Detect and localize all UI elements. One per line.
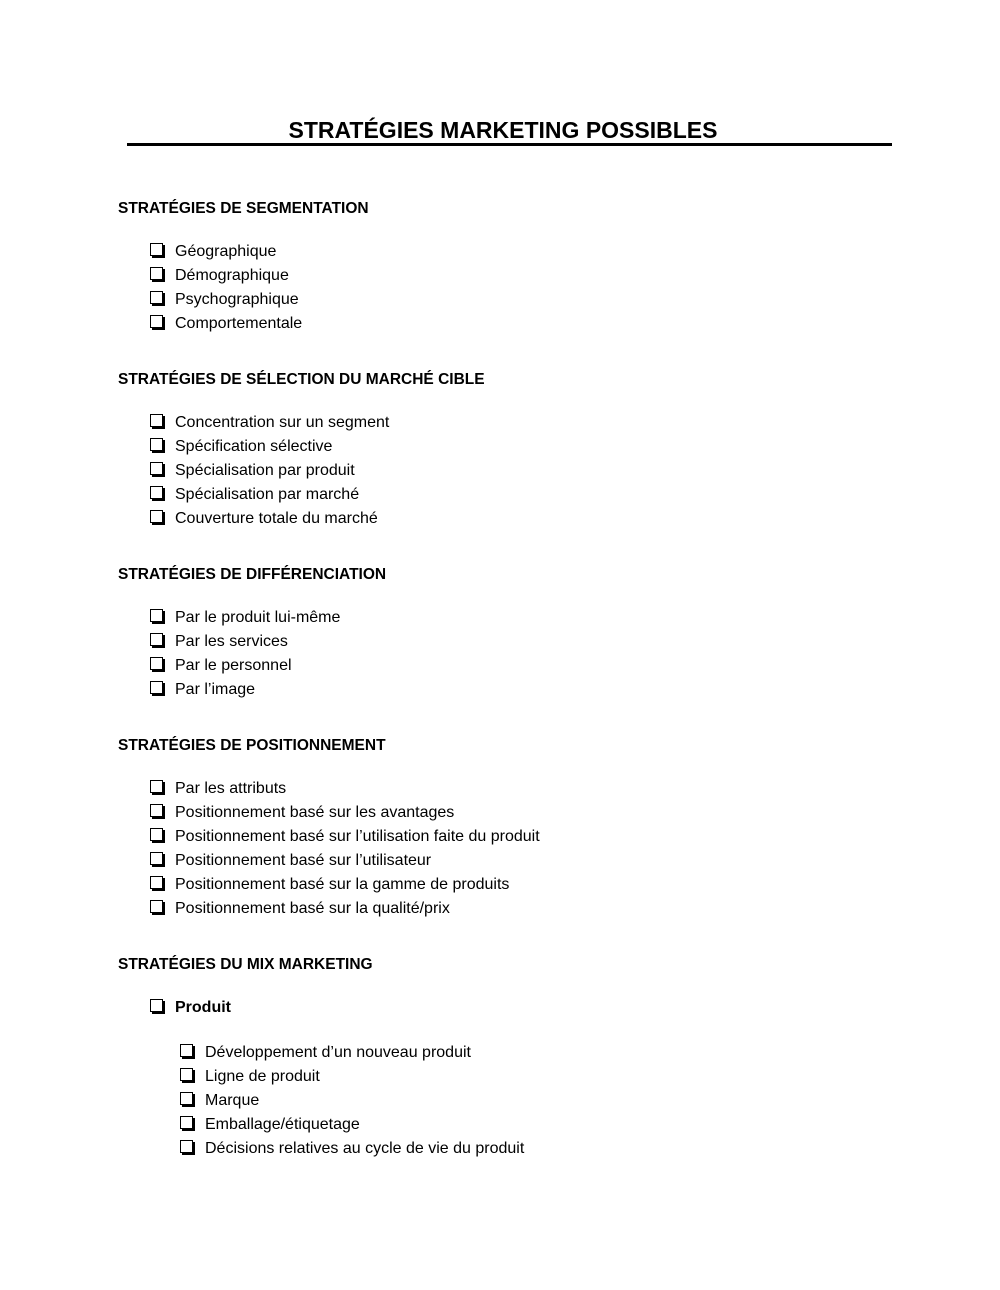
item-label: Marque <box>205 1092 260 1109</box>
item-label: Positionnement basé sur les avantages <box>175 804 455 821</box>
checklist-item <box>180 1113 918 1137</box>
checkbox-icon[interactable] <box>150 852 163 865</box>
checklist <box>118 411 918 531</box>
checklist-item <box>180 1137 918 1161</box>
checkbox-icon[interactable] <box>150 804 163 817</box>
checkbox-icon[interactable] <box>150 510 163 523</box>
checklist-item <box>150 897 918 921</box>
checkbox-icon[interactable] <box>150 828 163 841</box>
item-label: Concentration sur un segment <box>175 414 390 431</box>
checkbox-icon[interactable] <box>180 1092 193 1105</box>
item-label: Positionnement basé sur la qualité/prix <box>175 900 450 917</box>
page-title: STRATÉGIES MARKETING POSSIBLES <box>288 117 718 143</box>
section-target-market <box>118 370 918 531</box>
checklist-item-produit <box>150 996 918 1020</box>
checkbox-icon[interactable] <box>150 462 163 475</box>
section-differentiation <box>118 565 918 702</box>
item-label: Géographique <box>175 243 277 260</box>
item-label: Spécification sélective <box>175 438 333 455</box>
checkbox-icon[interactable] <box>150 681 163 694</box>
checkbox-icon[interactable] <box>180 1068 193 1081</box>
checklist-item <box>150 801 918 825</box>
checklist-item <box>150 312 918 336</box>
checklist-item <box>150 678 918 702</box>
checklist-item <box>150 507 918 531</box>
checkbox-icon[interactable] <box>150 243 163 256</box>
checkbox-icon[interactable] <box>150 900 163 913</box>
checkbox-icon[interactable] <box>150 780 163 793</box>
document-body <box>118 199 918 1161</box>
checklist <box>118 996 918 1161</box>
section-heading: STRATÉGIES DE SEGMENTATION <box>118 200 369 217</box>
checkbox-icon[interactable] <box>150 486 163 499</box>
item-label: Ligne de produit <box>205 1068 320 1085</box>
item-label: Par le produit lui-même <box>175 609 341 626</box>
checklist-group <box>150 996 918 1161</box>
checkbox-icon[interactable] <box>150 438 163 451</box>
checklist-item <box>150 264 918 288</box>
checklist-item <box>150 654 918 678</box>
section-heading: STRATÉGIES DE SÉLECTION DU MARCHÉ CIBLE <box>118 371 485 388</box>
item-label: Par les services <box>175 633 288 650</box>
section-segmentation <box>118 199 918 336</box>
item-label: Emballage/étiquetage <box>205 1116 360 1133</box>
title-underline <box>127 143 892 146</box>
item-label: Positionnement basé sur l’utilisation faite du produit <box>175 828 540 845</box>
checkbox-icon[interactable] <box>150 267 163 280</box>
checklist <box>118 606 918 702</box>
checkbox-icon[interactable] <box>150 876 163 889</box>
checklist-item <box>150 288 918 312</box>
item-label: Par les attributs <box>175 780 287 797</box>
item-label: Comportementale <box>175 315 303 332</box>
item-label: Psychographique <box>175 291 299 308</box>
item-label: Développement d’un nouveau produit <box>205 1044 471 1061</box>
checklist-item <box>180 1041 918 1065</box>
section-positioning <box>118 736 918 921</box>
checkbox-icon[interactable] <box>150 657 163 670</box>
checklist-item <box>150 825 918 849</box>
checkbox-icon[interactable] <box>150 414 163 427</box>
checkbox-icon[interactable] <box>150 633 163 646</box>
item-label: Positionnement basé sur l’utilisateur <box>175 852 432 869</box>
checklist-item <box>150 435 918 459</box>
item-label: Couverture totale du marché <box>175 510 378 527</box>
checklist-item <box>150 630 918 654</box>
item-label: Positionnement basé sur la gamme de produits <box>175 876 510 893</box>
group-label: Produit <box>175 999 231 1016</box>
section-heading: STRATÉGIES DE POSITIONNEMENT <box>118 737 386 754</box>
checkbox-icon[interactable] <box>180 1044 193 1057</box>
checklist-item <box>150 606 918 630</box>
checklist-item <box>150 240 918 264</box>
item-label: Par le personnel <box>175 657 292 674</box>
checklist <box>118 777 918 921</box>
checklist-item <box>150 873 918 897</box>
checklist-item <box>150 411 918 435</box>
checkbox-icon[interactable] <box>180 1116 193 1129</box>
checklist-item <box>150 849 918 873</box>
checklist-item <box>150 459 918 483</box>
checkbox-icon[interactable] <box>150 609 163 622</box>
item-label: Spécialisation par produit <box>175 462 355 479</box>
checkbox-icon[interactable] <box>150 315 163 328</box>
checklist <box>118 240 918 336</box>
checklist-item <box>150 483 918 507</box>
checkbox-icon[interactable] <box>150 291 163 304</box>
checklist-item <box>180 1065 918 1089</box>
checkbox-icon[interactable] <box>150 999 163 1012</box>
section-marketing-mix <box>118 955 918 1161</box>
sub-checklist <box>150 1041 918 1161</box>
item-label: Par l’image <box>175 681 256 698</box>
section-heading: STRATÉGIES DU MIX MARKETING <box>118 956 373 973</box>
item-label: Décisions relatives au cycle de vie du produit <box>205 1140 525 1157</box>
item-label: Démographique <box>175 267 289 284</box>
checklist-item <box>150 777 918 801</box>
checklist-item <box>180 1089 918 1113</box>
section-heading: STRATÉGIES DE DIFFÉRENCIATION <box>118 566 387 583</box>
item-label: Spécialisation par marché <box>175 486 360 503</box>
checkbox-icon[interactable] <box>180 1140 193 1153</box>
